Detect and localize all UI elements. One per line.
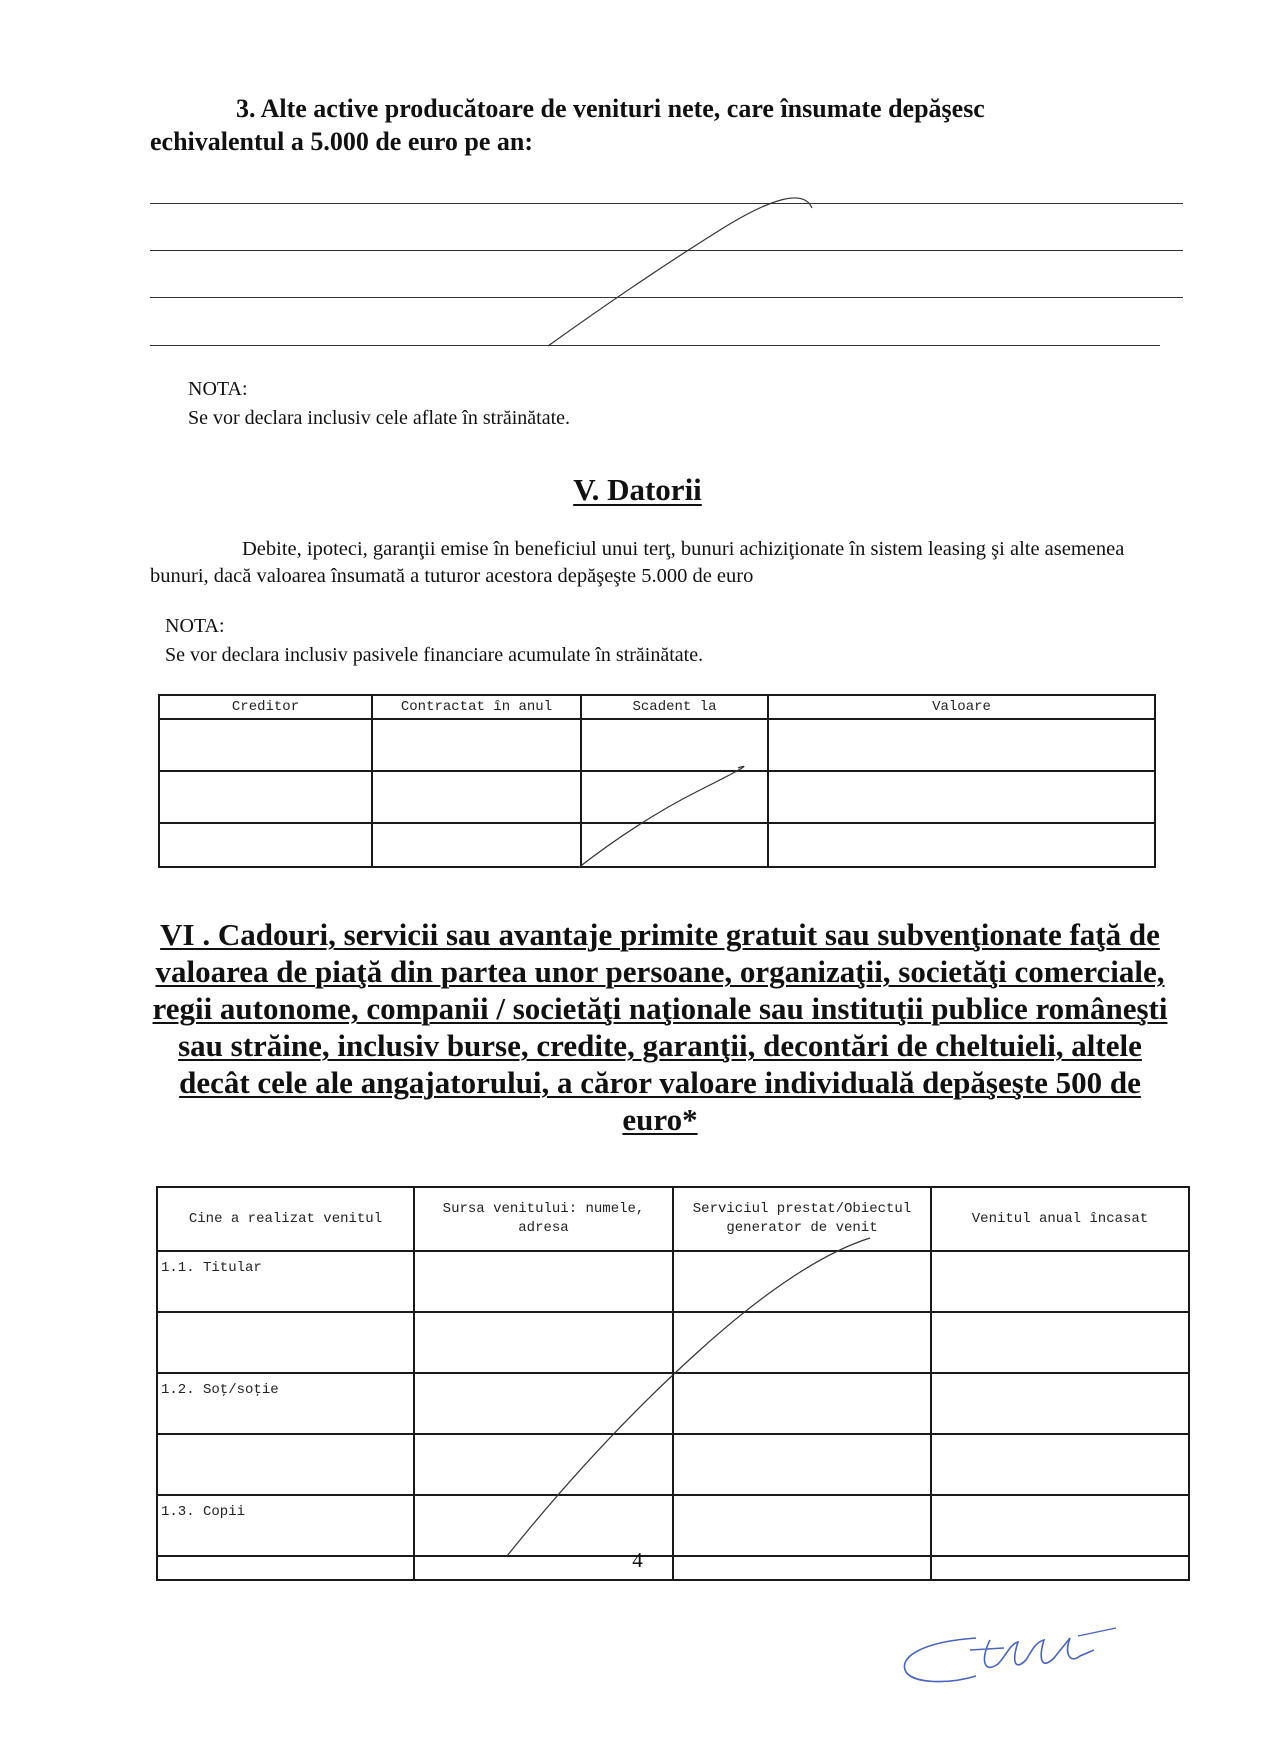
table-cell[interactable] <box>931 1434 1189 1495</box>
table-cell[interactable] <box>931 1373 1189 1434</box>
column-header-contractat: Contractat în anul <box>372 695 581 719</box>
row-label-sot-sotie: 1.2. Soţ/soţie <box>157 1373 414 1434</box>
cadouri-table <box>156 1186 1190 1581</box>
table-cell[interactable] <box>581 719 768 771</box>
section-v-nota <box>165 612 703 670</box>
row-label-empty <box>157 1434 414 1495</box>
table-cell[interactable] <box>931 1495 1189 1556</box>
page-number: 4 <box>632 1548 643 1572</box>
blank-line <box>150 345 1160 346</box>
table-cell[interactable] <box>673 1434 931 1495</box>
blank-line <box>150 297 1183 298</box>
table-row <box>159 771 1155 823</box>
blank-line <box>150 203 1183 204</box>
table-row <box>157 1373 1189 1434</box>
row-label-empty <box>157 1312 414 1373</box>
table-cell[interactable] <box>768 771 1155 823</box>
table-header-row <box>157 1187 1189 1251</box>
column-header-cine: Cine a realizat venitul <box>157 1187 414 1251</box>
section-3-nota <box>188 375 570 433</box>
nota-text: Se vor declara inclusiv cele aflate în străinătate. <box>188 407 571 429</box>
column-header-serviciul: Serviciul prestat/Obiectul generator de venit <box>673 1187 931 1251</box>
row-label-titular: 1.1. Titular <box>157 1251 414 1312</box>
blank-line <box>150 250 1183 251</box>
table-cell[interactable] <box>159 771 372 823</box>
table-row <box>159 719 1155 771</box>
nota-text: Se vor declara inclusiv pasivele financiare acumulate în străinătate. <box>165 644 704 666</box>
table-cell[interactable] <box>159 823 372 867</box>
table-cell[interactable] <box>768 719 1155 771</box>
column-header-scadent: Scadent la <box>581 695 768 719</box>
column-header-valoare: Valoare <box>768 695 1155 719</box>
section-v-paragraph <box>150 536 1170 590</box>
section-v-title <box>0 472 1275 508</box>
column-header-venitul: Venitul anual încasat <box>931 1187 1189 1251</box>
section-vi-title <box>140 916 1180 1138</box>
section-3-heading <box>150 92 1110 158</box>
table-cell[interactable] <box>673 1251 931 1312</box>
column-header-creditor: Creditor <box>159 695 372 719</box>
cancel-stroke <box>548 198 812 346</box>
table-row <box>157 1434 1189 1495</box>
table-row <box>157 1495 1189 1556</box>
table-cell[interactable] <box>673 1495 931 1556</box>
table-cell[interactable] <box>931 1312 1189 1373</box>
nota-label: NOTA: <box>188 378 248 400</box>
table-cell[interactable] <box>673 1373 931 1434</box>
table-cell[interactable] <box>414 1495 673 1556</box>
signature-image <box>880 1620 1140 1692</box>
row-label-copii: 1.3. Copii <box>157 1495 414 1556</box>
table-row <box>157 1251 1189 1312</box>
table-cell[interactable] <box>414 1373 673 1434</box>
table-cell[interactable] <box>673 1312 931 1373</box>
table-cell[interactable] <box>931 1251 1189 1312</box>
section-vi-title-text: VI . Cadouri, servicii sau avantaje primite gratuit sau subvenţionate faţă de valoarea de piaţă din partea unor persoane, organizaţii, societăţi comerciale, regii autonome, companii / societăţi naţionale sau instituţii publice româneşti sau străine, inclusiv burse, credite, garanţii, decontări de cheltuieli, altele decât cele ale angajatorului, a căror valoare individuală depăşeşte 500 de euro* <box>152 917 1168 1137</box>
section-3-heading-text: Alte active producătoare de venituri nete, care însumate depăşesc echivalentul a 5.000 de euro pe an: <box>150 94 985 156</box>
table-cell[interactable] <box>372 771 581 823</box>
column-header-sursa: Sursa venitului: numele, adresa <box>414 1187 673 1251</box>
table-cell[interactable] <box>414 1251 673 1312</box>
table-header-row <box>159 695 1155 719</box>
table-cell[interactable] <box>581 823 768 867</box>
table-cell[interactable] <box>581 771 768 823</box>
section-v-title-text: V. Datorii <box>573 472 702 507</box>
table-row <box>159 823 1155 867</box>
datorii-table <box>158 694 1156 868</box>
table-cell[interactable] <box>414 1434 673 1495</box>
table-row <box>157 1312 1189 1373</box>
table-cell[interactable] <box>414 1312 673 1373</box>
section-3-number: 3. <box>236 94 256 123</box>
table-cell[interactable] <box>372 719 581 771</box>
table-cell[interactable] <box>159 719 372 771</box>
nota-label: NOTA: <box>165 615 225 637</box>
table-cell[interactable] <box>768 823 1155 867</box>
table-cell[interactable] <box>372 823 581 867</box>
section-v-paragraph-text: Debite, ipoteci, garanţii emise în beneficiul unui terţ, bunuri achiziţionate în sistem leasing şi alte asemenea bunuri, dacă valoarea însumată a tuturor acestora depăşeşte 5.000 de euro <box>150 538 1125 587</box>
